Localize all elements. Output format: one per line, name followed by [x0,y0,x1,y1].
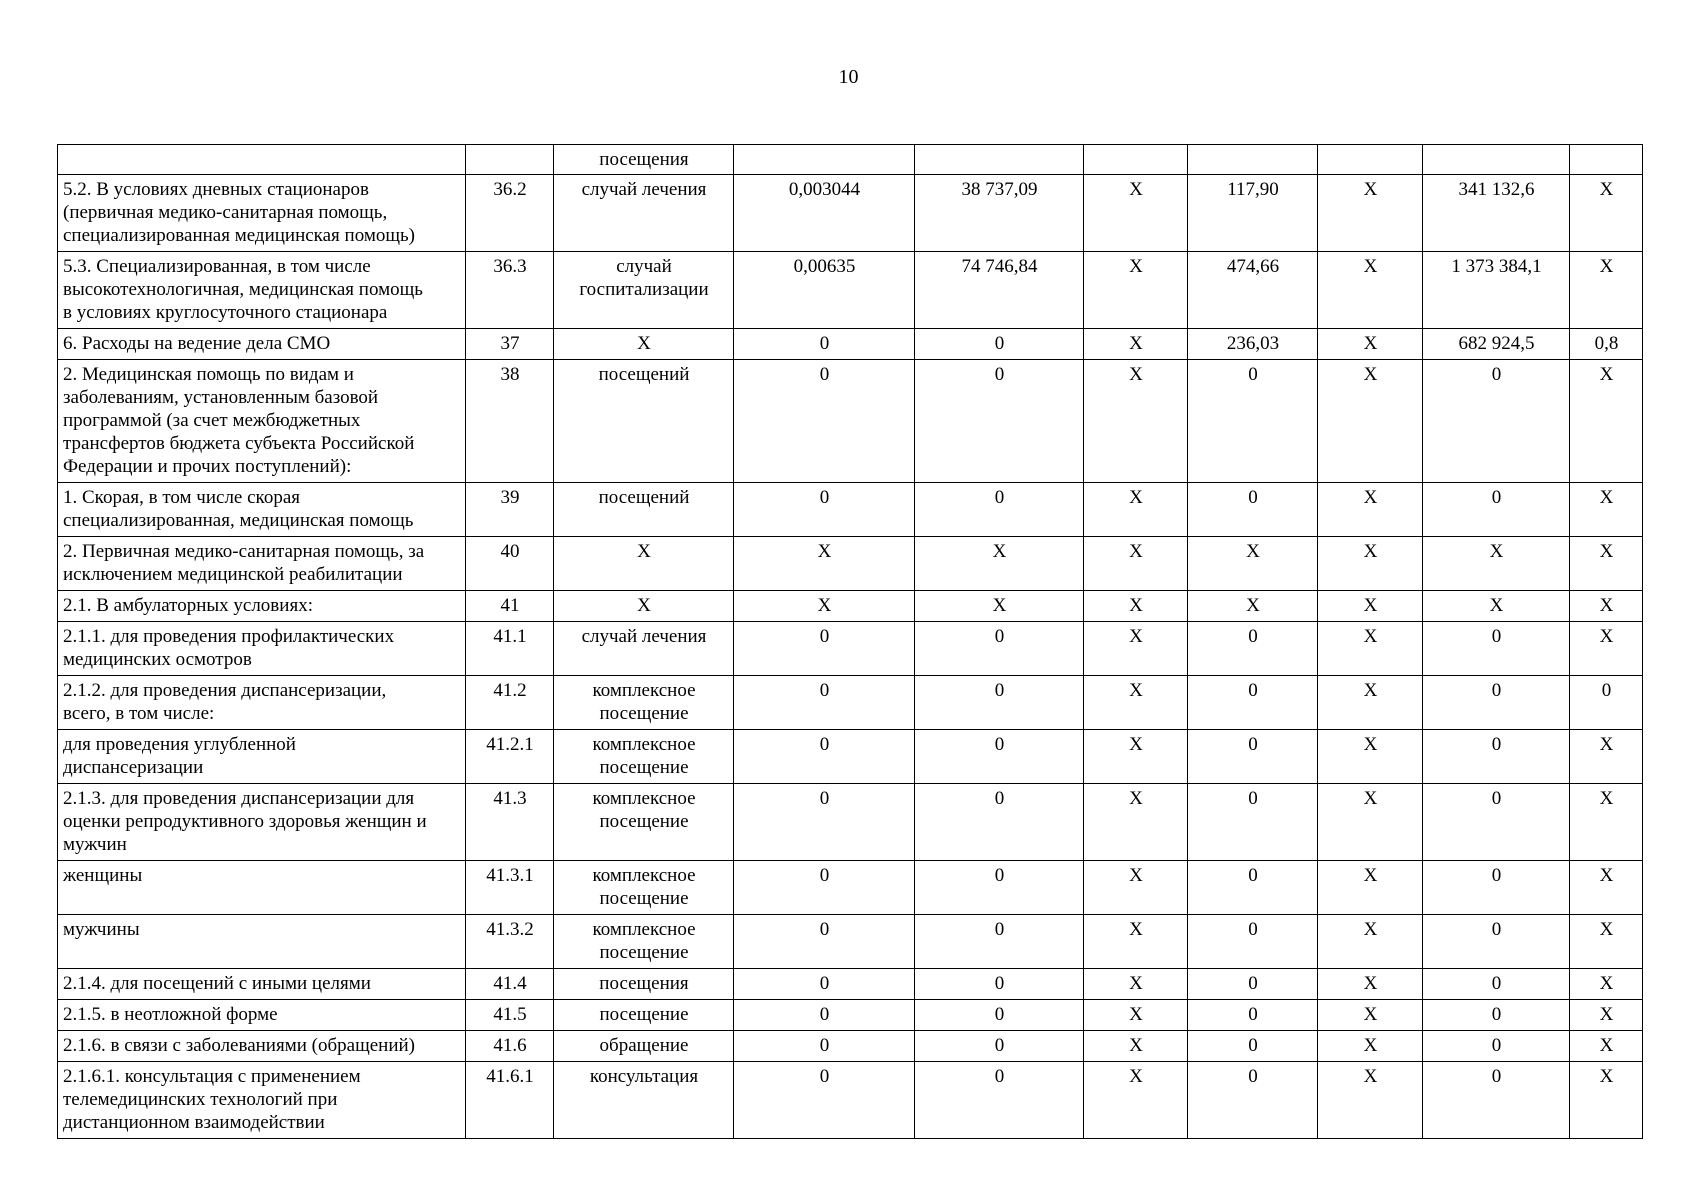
table-row [58,175,1643,252]
row-name-cell: 2. Медицинская помощь по видам и заболеваниям, установленным базовой программой (за счет межбюджетных трансфертов бюджета субъекта Российской Федерации и прочих поступлений): [58,360,466,483]
row-value-cell: 0 [1423,730,1570,784]
row-value-cell [1084,145,1188,175]
row-value-cell: 0 [1423,1031,1570,1062]
row-name-cell: 6. Расходы на ведение дела СМО [58,329,466,360]
row-value-cell: X [1084,360,1188,483]
table-row [58,784,1643,861]
row-value-cell: X [1318,252,1423,329]
row-unit-cell: случай госпитализации [554,252,734,329]
row-value-cell: X [1318,1031,1423,1062]
table-row [58,622,1643,676]
row-unit-cell: комплексное посещение [554,784,734,861]
table-row [58,591,1643,622]
row-value-cell: X [1570,1062,1643,1139]
row-value-cell: 0 [734,1031,915,1062]
table-row [58,360,1643,483]
row-value-cell: X [915,591,1084,622]
table-row [58,1031,1643,1062]
row-value-cell: 0 [734,784,915,861]
row-value-cell: X [1084,784,1188,861]
row-value-cell [734,145,915,175]
row-value-cell: X [1570,591,1643,622]
row-value-cell: 0 [1423,969,1570,1000]
row-value-cell [915,145,1084,175]
row-name-cell: 2.1.4. для посещений с иными целями [58,969,466,1000]
row-value-cell: 0 [915,1031,1084,1062]
table-row [58,537,1643,591]
row-value-cell: X [1084,1000,1188,1031]
row-unit-cell: комплексное посещение [554,676,734,730]
row-value-cell: 0 [734,329,915,360]
row-value-cell: X [1318,360,1423,483]
row-name-cell: 1. Скорая, в том числе скорая специализированная, медицинская помощь [58,483,466,537]
row-value-cell: 0 [734,861,915,915]
row-value-cell: X [1318,329,1423,360]
row-value-cell: X [1188,537,1318,591]
row-value-cell: 682 924,5 [1423,329,1570,360]
row-value-cell: 0 [1188,1031,1318,1062]
row-value-cell: 0 [1188,861,1318,915]
row-value-cell: 0 [1423,1000,1570,1031]
row-value-cell: 0 [734,1000,915,1031]
row-value-cell: 0 [915,730,1084,784]
row-unit-cell: X [554,537,734,591]
row-value-cell: 0 [915,915,1084,969]
row-value-cell: X [1318,1062,1423,1139]
table-body [58,145,1643,1139]
row-name-cell: 5.2. В условиях дневных стационаров (первичная медико-санитарная помощь, специализированная медицинская помощь) [58,175,466,252]
row-value-cell [1318,145,1423,175]
row-code-cell: 36.3 [466,252,554,329]
row-value-cell [1188,145,1318,175]
row-value-cell: X [1084,730,1188,784]
row-value-cell: X [734,537,915,591]
row-code-cell: 40 [466,537,554,591]
row-value-cell: X [1570,175,1643,252]
row-value-cell: 0 [1188,1000,1318,1031]
row-value-cell: 236,03 [1188,329,1318,360]
row-value-cell: X [1318,483,1423,537]
row-name-cell: 5.3. Специализированная, в том числе высокотехнологичная, медицинская помощь в условиях круглосуточного стационара [58,252,466,329]
row-value-cell: 0 [915,360,1084,483]
row-unit-cell: посещения [554,145,734,175]
row-value-cell: X [734,591,915,622]
row-value-cell: 0 [1423,676,1570,730]
row-code-cell: 41.1 [466,622,554,676]
page-number: 10 [838,66,859,88]
table-row [58,861,1643,915]
row-value-cell: 117,90 [1188,175,1318,252]
row-unit-cell: посещений [554,483,734,537]
row-value-cell: 0 [1423,1062,1570,1139]
row-value-cell: X [1570,861,1643,915]
row-value-cell: X [1318,676,1423,730]
row-value-cell: 0 [1188,483,1318,537]
row-value-cell: 0 [1188,676,1318,730]
row-value-cell: X [1084,622,1188,676]
row-name-cell: 2.1. В амбулаторных условиях: [58,591,466,622]
row-value-cell: X [1318,622,1423,676]
row-value-cell: X [1318,861,1423,915]
row-name-cell: 2.1.5. в неотложной форме [58,1000,466,1031]
row-code-cell: 41.5 [466,1000,554,1031]
table-row [58,915,1643,969]
row-value-cell: X [1570,252,1643,329]
row-value-cell: 0 [1423,622,1570,676]
row-unit-cell: X [554,591,734,622]
row-value-cell: X [1084,861,1188,915]
row-value-cell: X [1570,622,1643,676]
row-value-cell: X [1084,252,1188,329]
row-value-cell: X [1570,730,1643,784]
row-unit-cell: случай лечения [554,622,734,676]
row-value-cell: X [1084,537,1188,591]
row-value-cell: 0 [915,1000,1084,1031]
row-value-cell [1423,145,1570,175]
row-unit-cell: посещения [554,969,734,1000]
row-code-cell: 41.2.1 [466,730,554,784]
row-value-cell: 0,8 [1570,329,1643,360]
row-value-cell: 0 [1423,483,1570,537]
row-name-cell: 2.1.1. для проведения профилактических медицинских осмотров [58,622,466,676]
row-unit-cell: комплексное посещение [554,730,734,784]
row-value-cell: X [1318,1000,1423,1031]
row-value-cell: 0 [1188,360,1318,483]
row-unit-cell: случай лечения [554,175,734,252]
row-value-cell: X [1084,591,1188,622]
row-value-cell: X [1084,175,1188,252]
row-code-cell: 41.3 [466,784,554,861]
table-row [58,969,1643,1000]
row-value-cell: 0 [1188,622,1318,676]
row-value-cell: 0,00635 [734,252,915,329]
row-value-cell: 474,66 [1188,252,1318,329]
row-name-cell: 2.1.6.1. консультация с применением телемедицинских технологий при дистанционном взаимодействии [58,1062,466,1139]
row-value-cell: X [1318,591,1423,622]
row-name-cell: женщины [58,861,466,915]
row-value-cell: X [1318,537,1423,591]
row-unit-cell: комплексное посещение [554,915,734,969]
row-value-cell: X [1084,969,1188,1000]
row-code-cell: 41.6.1 [466,1062,554,1139]
row-value-cell: X [1570,1000,1643,1031]
row-value-cell: 0 [915,1062,1084,1139]
row-value-cell: X [1084,676,1188,730]
row-value-cell: 0 [1423,861,1570,915]
row-value-cell: X [1084,329,1188,360]
row-unit-cell: посещений [554,360,734,483]
data-table [57,144,1643,1139]
row-value-cell: X [1570,784,1643,861]
row-value-cell: X [1188,591,1318,622]
row-value-cell: X [1570,969,1643,1000]
row-value-cell: 0 [1423,915,1570,969]
row-value-cell: 0 [915,676,1084,730]
table-row [58,1000,1643,1031]
row-name-cell: 2.1.2. для проведения диспансеризации, всего, в том числе: [58,676,466,730]
row-value-cell: X [1570,1031,1643,1062]
row-value-cell: 0 [734,969,915,1000]
table-row [58,676,1643,730]
table-row [58,252,1643,329]
row-value-cell: 74 746,84 [915,252,1084,329]
row-value-cell: 38 737,09 [915,175,1084,252]
row-code-cell: 41.4 [466,969,554,1000]
row-value-cell: 0 [734,622,915,676]
row-value-cell: 0 [1188,784,1318,861]
row-value-cell: 0 [734,1062,915,1139]
table-row [58,329,1643,360]
row-value-cell: 0 [1188,969,1318,1000]
row-code-cell: 41.6 [466,1031,554,1062]
row-code-cell: 41.3.1 [466,861,554,915]
table-row [58,145,1643,175]
row-value-cell: 0 [1188,1062,1318,1139]
row-unit-cell: X [554,329,734,360]
row-value-cell: X [1570,360,1643,483]
row-name-cell: для проведения углубленной диспансеризации [58,730,466,784]
row-value-cell: 0 [734,360,915,483]
row-value-cell: X [1570,915,1643,969]
row-value-cell: 0 [1423,784,1570,861]
row-name-cell: 2.1.6. в связи с заболеваниями (обращений) [58,1031,466,1062]
row-code-cell: 37 [466,329,554,360]
row-name-cell: 2. Первичная медико-санитарная помощь, за исключением медицинской реабилитации [58,537,466,591]
row-value-cell: X [1423,591,1570,622]
row-code-cell: 39 [466,483,554,537]
row-value-cell: X [915,537,1084,591]
row-value-cell: 0 [734,730,915,784]
row-unit-cell: обращение [554,1031,734,1062]
row-value-cell: 0 [915,483,1084,537]
row-value-cell: X [1084,1062,1188,1139]
table-row [58,730,1643,784]
row-value-cell: X [1084,1031,1188,1062]
row-unit-cell: консультация [554,1062,734,1139]
row-value-cell: X [1423,537,1570,591]
row-code-cell [466,145,554,175]
row-value-cell: 341 132,6 [1423,175,1570,252]
row-unit-cell: комплексное посещение [554,861,734,915]
row-code-cell: 41 [466,591,554,622]
row-value-cell: 0 [915,329,1084,360]
row-value-cell: 0,003044 [734,175,915,252]
row-value-cell: 0 [1570,676,1643,730]
row-value-cell: 0 [915,969,1084,1000]
row-value-cell: 0 [734,483,915,537]
row-value-cell: X [1318,730,1423,784]
row-value-cell: 0 [915,784,1084,861]
row-value-cell: 1 373 384,1 [1423,252,1570,329]
row-value-cell: 0 [734,676,915,730]
row-value-cell: X [1318,175,1423,252]
row-name-cell [58,145,466,175]
table-row [58,1062,1643,1139]
row-value-cell: X [1318,915,1423,969]
row-name-cell: 2.1.3. для проведения диспансеризации для оценки репродуктивного здоровья женщин и мужчин [58,784,466,861]
row-value-cell: X [1084,915,1188,969]
row-value-cell: 0 [1188,915,1318,969]
row-value-cell: 0 [915,861,1084,915]
row-value-cell: X [1570,537,1643,591]
row-code-cell: 38 [466,360,554,483]
table-row [58,483,1643,537]
row-value-cell [1570,145,1643,175]
row-value-cell: 0 [1423,360,1570,483]
row-value-cell: 0 [1188,730,1318,784]
row-unit-cell: посещение [554,1000,734,1031]
row-value-cell: X [1318,784,1423,861]
row-code-cell: 41.2 [466,676,554,730]
row-value-cell: 0 [734,915,915,969]
row-value-cell: 0 [915,622,1084,676]
row-value-cell: X [1318,969,1423,1000]
row-value-cell: X [1084,483,1188,537]
row-code-cell: 41.3.2 [466,915,554,969]
row-value-cell: X [1570,483,1643,537]
row-code-cell: 36.2 [466,175,554,252]
row-name-cell: мужчины [58,915,466,969]
